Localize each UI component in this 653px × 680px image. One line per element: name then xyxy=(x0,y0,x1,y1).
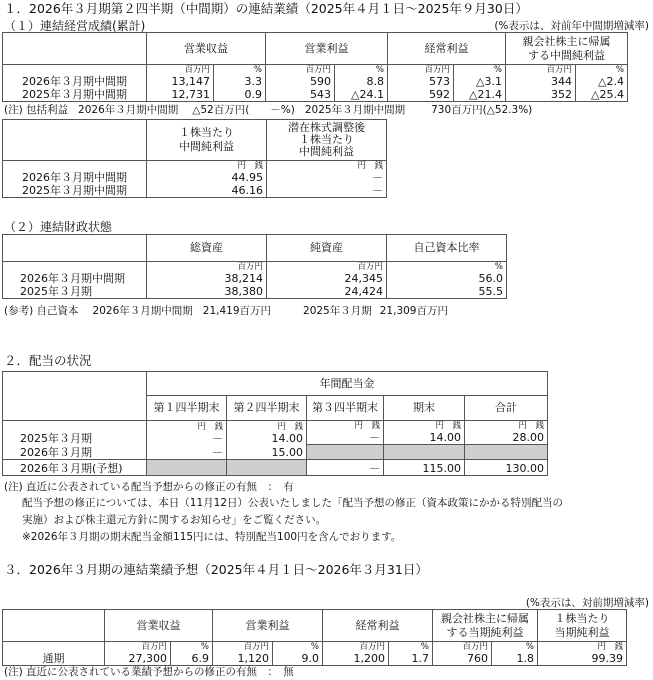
note-period2: 2025年３月期 xyxy=(303,305,372,317)
unit-label: 百万円 xyxy=(184,65,210,75)
value: 14.00 xyxy=(429,431,461,444)
unit-label: 百万円 xyxy=(305,65,331,75)
header-blank xyxy=(3,610,105,642)
value: 38,214 xyxy=(224,272,263,285)
financial-position-table xyxy=(2,234,507,299)
value: △21.4 xyxy=(469,88,502,101)
row-label: 2026年３月期中間期 xyxy=(20,272,125,285)
table-row xyxy=(3,460,548,476)
op-pct-cell xyxy=(273,642,323,666)
equity-ratio-cell xyxy=(387,262,507,299)
note-value1: △52百万円( －%) xyxy=(192,104,295,116)
dividend-note-line: 配当予想の修正については、本日（11月12日）公表いたしました「配当予想の修正（資本政策にかかる特別配当の xyxy=(22,497,564,509)
q2-cell-shaded xyxy=(227,460,307,476)
total-assets-cell xyxy=(147,262,267,299)
operating-results-pct-note: (%表示は、対前年中間期増減率) xyxy=(494,20,649,32)
note-period1: 2026年３月期中間期 xyxy=(92,305,193,317)
row-label: 2026年３月期中間期 xyxy=(22,171,127,184)
note-value1: 21,419百万円 xyxy=(202,305,272,317)
header-q1: 第１四半期末 xyxy=(147,396,227,421)
row-label xyxy=(3,642,105,666)
q1-cell: － xyxy=(147,445,227,460)
header-line: １株当たり xyxy=(179,126,234,139)
value: 28.00 xyxy=(512,431,545,444)
q1-cell-shaded xyxy=(147,460,227,476)
row-label: 2025年３月期 xyxy=(20,285,92,298)
op-cell xyxy=(266,65,335,102)
value: 24,345 xyxy=(344,272,383,285)
header-line: １株当たり xyxy=(554,611,610,625)
value: 590 xyxy=(310,75,331,88)
table-row xyxy=(3,642,627,666)
value: － xyxy=(372,171,383,184)
ord-pct-cell xyxy=(389,642,433,666)
sales-cell xyxy=(105,642,171,666)
net-pct-cell xyxy=(576,65,628,102)
q3-cell-shaded xyxy=(307,445,384,460)
year-end-cell: 115.00 xyxy=(384,460,465,476)
value: 1,120 xyxy=(237,652,269,665)
unit-label: % xyxy=(310,642,319,652)
row-label: 2026年３月期(予想) xyxy=(3,460,147,476)
header-q3: 第３四半期末 xyxy=(307,396,384,421)
net-assets-cell xyxy=(267,262,387,299)
unit-label: % xyxy=(253,65,262,75)
header-line: 親会社株主に帰属 xyxy=(441,611,529,625)
comprehensive-income-note xyxy=(4,103,532,117)
ord-cell xyxy=(388,65,454,102)
q2-cell xyxy=(227,421,307,445)
unit-label: % xyxy=(375,65,384,75)
value: 1.7 xyxy=(411,652,429,665)
value: 14.00 xyxy=(271,431,303,445)
equity-reference-note xyxy=(4,304,448,318)
unit-label: 円 銭 xyxy=(518,421,545,431)
value: 352 xyxy=(551,88,572,101)
unit-label: % xyxy=(200,642,209,652)
header-q2: 第２四半期末 xyxy=(227,396,307,421)
header-line: 当期純利益 xyxy=(554,625,610,639)
header-eps xyxy=(147,120,267,161)
q1-cell xyxy=(147,421,227,445)
unit-label: 百万円 xyxy=(357,262,383,272)
header-blank xyxy=(3,372,147,421)
value: 38,380 xyxy=(224,285,263,298)
header-line: する当期純利益 xyxy=(446,625,524,639)
value: 573 xyxy=(429,75,450,88)
header-eps xyxy=(538,610,627,642)
diluted-eps-cell xyxy=(267,161,387,198)
header-operating-profit: 営業利益 xyxy=(266,33,388,65)
net-cell xyxy=(506,65,576,102)
forecast-revision-note: (注) 直近に公表されている業績予想からの修正の有無 ： 無 xyxy=(4,666,294,678)
header-sales: 営業収益 xyxy=(147,33,266,65)
row-label: 2025年３月期中間期 xyxy=(22,88,127,101)
total-cell xyxy=(465,421,548,445)
header-diluted-eps xyxy=(267,120,387,161)
unit-label: 円 銭 xyxy=(237,161,263,171)
total-cell: 130.00 xyxy=(465,460,548,476)
value: △24.1 xyxy=(351,88,384,101)
unit-label: 円 銭 xyxy=(277,421,303,432)
header-net-profit-line2: する中間純利益 xyxy=(528,48,605,62)
header-net-assets: 純資産 xyxy=(267,235,387,262)
row-labels xyxy=(3,262,147,299)
header-net-profit-line1: 親会社株主に帰属 xyxy=(522,34,611,48)
value: 55.5 xyxy=(478,285,503,298)
row-label: 2026年３月期 xyxy=(3,445,147,460)
eps-table xyxy=(2,119,387,198)
header-sales: 営業収益 xyxy=(105,610,213,642)
header-line: 潜在株式調整後 xyxy=(288,121,365,134)
header-equity-ratio: 自己資本比率 xyxy=(387,235,507,262)
header-line: １株当たり xyxy=(299,133,354,146)
sales-cell xyxy=(147,65,214,102)
value: 6.9 xyxy=(191,652,209,665)
unit-label: 百万円 xyxy=(359,642,385,652)
header-total-assets: 総資産 xyxy=(147,235,267,262)
table-row xyxy=(3,65,628,102)
ord-pct-cell xyxy=(454,65,506,102)
header-ordinary-profit: 経常利益 xyxy=(388,33,506,65)
year-end-cell xyxy=(384,421,465,445)
header-ordinary-profit: 経常利益 xyxy=(323,610,433,642)
value: 543 xyxy=(310,88,331,101)
net-cell xyxy=(433,642,492,666)
unit-label: 円 銭 xyxy=(597,642,623,652)
unit-label: 百万円 xyxy=(546,65,572,75)
note-value2: 21,309百万円 xyxy=(379,305,448,317)
note-prefix: (注) 包括利益 xyxy=(4,104,69,116)
eps-cell xyxy=(538,642,627,666)
value: 24,424 xyxy=(344,285,383,298)
section1-title: １．2026年３月期第２四半期（中間期）の連結業績（2025年４月１日～2025年９月30日） xyxy=(4,1,528,16)
op-cell xyxy=(213,642,273,666)
sales-pct-cell xyxy=(214,65,266,102)
row-labels xyxy=(3,161,147,198)
header-blank xyxy=(3,120,147,161)
net-pct-cell xyxy=(492,642,538,666)
header-blank xyxy=(3,33,147,65)
table-row xyxy=(3,421,548,445)
value: 0.9 xyxy=(244,88,262,101)
value: △25.4 xyxy=(591,88,624,101)
header-net-profit xyxy=(506,33,628,65)
value: 99.39 xyxy=(591,652,623,665)
value: － xyxy=(369,431,380,444)
unit-label: 百万円 xyxy=(424,65,450,75)
row-label-text: 通期 xyxy=(42,652,65,665)
op-pct-cell xyxy=(335,65,388,102)
row-label xyxy=(3,421,147,445)
forecast-table xyxy=(2,609,627,666)
financial-position-title: （２）連結財政状態 xyxy=(4,220,113,234)
unit-label: % xyxy=(615,65,624,75)
unit-label: 円 銭 xyxy=(354,421,380,431)
dividends-table xyxy=(2,371,548,476)
unit-label: % xyxy=(493,65,502,75)
value: 9.0 xyxy=(301,652,319,665)
q3-cell xyxy=(307,421,384,445)
forecast-pct-note: (%表示は、対前期増減率) xyxy=(525,597,649,609)
note-prefix: (参考) 自己資本 xyxy=(4,305,79,317)
value: 46.16 xyxy=(231,184,263,197)
note-period2: 2025年３月期中間期 xyxy=(304,104,406,116)
row-labels xyxy=(3,65,147,102)
value: 1.8 xyxy=(516,652,534,665)
operating-results-title: （１）連結経営成績(累計) xyxy=(4,19,146,33)
q3-cell: － xyxy=(307,460,384,476)
header-blank xyxy=(3,235,147,262)
special-dividend-note: ※2026年３月期の期末配当金額115円には、特別配当100円を含んでおります。 xyxy=(22,531,402,543)
value: △2.4 xyxy=(598,75,624,88)
unit-label: % xyxy=(494,262,503,272)
table-row xyxy=(3,445,548,460)
value: 13,147 xyxy=(171,75,210,88)
value: 27,300 xyxy=(128,652,167,665)
row-label-text: 2025年３月期 xyxy=(20,431,92,445)
value: 1,200 xyxy=(353,652,385,665)
header-year-end: 期末 xyxy=(384,396,465,421)
eps-cell xyxy=(147,161,267,198)
q2-cell: 15.00 xyxy=(227,445,307,460)
value: － xyxy=(212,431,223,445)
value: 3.3 xyxy=(244,75,262,88)
header-annual-dividend: 年間配当金 xyxy=(147,372,548,396)
note-period1: 2026年３月期中間期 xyxy=(78,104,179,116)
note-value2: 730百万円(△52.3%) xyxy=(431,104,533,116)
table-row xyxy=(3,262,507,299)
table-row xyxy=(3,161,387,198)
value: 760 xyxy=(467,652,488,665)
unit-label: 百万円 xyxy=(237,262,263,272)
forecast-title: ３．2026年３月期の連結業績予想（2025年４月１日～2026年３月31日） xyxy=(4,562,428,577)
value: 592 xyxy=(429,88,450,101)
unit-label: % xyxy=(420,642,429,652)
dividend-revision-note: (注) 直近に公表されている配当予想からの修正の有無 ： 有 xyxy=(4,481,294,493)
dividend-note-line: 実施）および株主還元方針に関するお知らせ」をご覧ください。 xyxy=(22,514,327,526)
operating-results-table xyxy=(2,32,628,102)
header-net-profit xyxy=(433,610,538,642)
unit-label: 円 銭 xyxy=(435,421,461,431)
value: 344 xyxy=(551,75,572,88)
year-end-cell-shaded xyxy=(384,445,465,460)
header-total: 合計 xyxy=(465,396,548,421)
row-label: 2025年３月期中間期 xyxy=(22,184,127,197)
unit-label: 円 銭 xyxy=(197,421,223,432)
header-line: 中間純利益 xyxy=(179,140,234,153)
unit-label: 百万円 xyxy=(462,642,488,652)
header-line: 中間純利益 xyxy=(299,145,354,158)
header-operating-profit: 営業利益 xyxy=(213,610,323,642)
ord-cell xyxy=(323,642,389,666)
value: △3.1 xyxy=(476,75,502,88)
value: 12,731 xyxy=(171,88,210,101)
value: － xyxy=(372,184,383,197)
unit-label: 円 銭 xyxy=(357,161,383,171)
value: 8.8 xyxy=(366,75,384,88)
unit-label: 百万円 xyxy=(141,642,167,652)
total-cell-shaded xyxy=(465,445,548,460)
value: 56.0 xyxy=(478,272,503,285)
unit-label: 百万円 xyxy=(243,642,269,652)
value: 44.95 xyxy=(231,171,263,184)
unit-label: % xyxy=(525,642,534,652)
row-label: 2026年３月期中間期 xyxy=(22,75,127,88)
sales-pct-cell xyxy=(171,642,213,666)
dividends-title: ２．配当の状況 xyxy=(4,353,92,368)
